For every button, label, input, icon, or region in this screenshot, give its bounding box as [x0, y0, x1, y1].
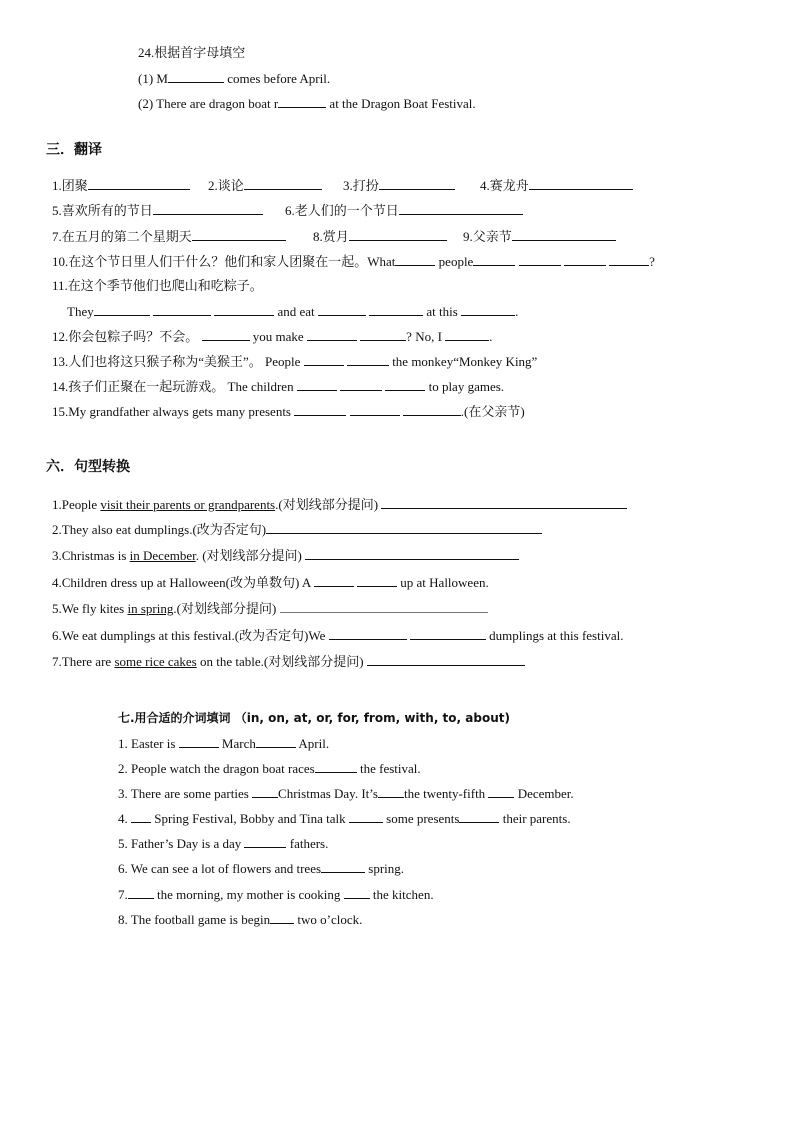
preposition-item-5: 5. Father’s Day is a day fathers.	[118, 836, 329, 851]
blank[interactable]	[256, 735, 296, 748]
translation-item-5: 5.喜欢所有的节日	[52, 202, 263, 218]
blank[interactable]	[564, 253, 606, 266]
answer-line[interactable]	[367, 653, 525, 666]
blank[interactable]	[340, 378, 382, 391]
blank[interactable]	[168, 70, 224, 83]
answer-line[interactable]	[305, 547, 519, 560]
blank[interactable]	[321, 860, 365, 873]
blank[interactable]	[214, 303, 274, 316]
blank[interactable]	[473, 253, 515, 266]
preposition-item-1: 1. Easter is March April.	[118, 736, 330, 751]
blank[interactable]	[349, 810, 383, 823]
translation-item-6: 6.老人们的一个节日	[285, 202, 523, 218]
blank[interactable]	[270, 911, 294, 924]
translation-item-9: 9.父亲节	[463, 228, 616, 244]
blank[interactable]	[94, 303, 150, 316]
blank[interactable]	[461, 303, 515, 316]
blank[interactable]	[399, 202, 523, 215]
answer-line[interactable]	[381, 496, 627, 509]
blank[interactable]	[315, 760, 357, 773]
blank[interactable]	[318, 303, 366, 316]
blank[interactable]	[519, 253, 561, 266]
transform-item-4: 4.Children dress up at Halloween(改为单数句) A up at Halloween.	[52, 575, 489, 590]
translation-item-1: 1.团聚	[52, 177, 190, 193]
blank[interactable]	[294, 403, 346, 416]
answer-line[interactable]	[280, 600, 488, 613]
blank[interactable]	[379, 177, 455, 190]
blank[interactable]	[512, 228, 616, 241]
blank[interactable]	[395, 253, 435, 266]
q24-line-2: (2) There are dragon boat r at the Dragon Boat Festival.	[138, 96, 476, 111]
blank[interactable]	[344, 886, 370, 899]
translation-item-15: 15.My grandfather always gets many presents .(在父亲节)	[52, 404, 525, 419]
translation-item-4: 4.赛龙舟	[480, 177, 633, 193]
section-preposition-heading: 七.用合适的介词填词 （in, on, at, or, for, from, with, to, about)	[118, 711, 510, 725]
blank[interactable]	[529, 177, 633, 190]
blank[interactable]	[403, 403, 461, 416]
transform-item-5: 5.We fly kites in spring.(对划线部分提问)	[52, 600, 488, 616]
preposition-item-6: 6. We can see a lot of flowers and trees spring.	[118, 861, 405, 876]
translation-item-2: 2.谈论	[208, 177, 322, 193]
preposition-item-7: 7. the morning, my mother is cooking the kitchen.	[118, 887, 434, 902]
blank[interactable]	[153, 303, 211, 316]
blank[interactable]	[329, 627, 407, 640]
translation-item-14: 14.孩子们正聚在一起玩游戏。 The children to play games.	[52, 379, 505, 394]
translation-item-13: 13.人们也将这只猴子称为“美猴王”。 People the monkey“Monkey King”	[52, 354, 538, 369]
blank[interactable]	[369, 303, 423, 316]
blank[interactable]	[297, 378, 337, 391]
blank[interactable]	[378, 785, 404, 798]
blank[interactable]	[349, 228, 447, 241]
answer-line[interactable]	[266, 521, 542, 534]
blank[interactable]	[385, 378, 425, 391]
blank[interactable]	[445, 328, 489, 341]
blank[interactable]	[307, 328, 357, 341]
blank[interactable]	[488, 785, 514, 798]
blank[interactable]	[357, 574, 397, 587]
blank[interactable]	[459, 810, 499, 823]
blank[interactable]	[609, 253, 649, 266]
blank[interactable]	[244, 177, 322, 190]
preposition-item-2: 2. People watch the dragon boat races the festival.	[118, 761, 421, 776]
preposition-item-8: 8. The football game is begin two o’clock.	[118, 912, 363, 927]
transform-item-6: 6.We eat dumplings at this festival.(改为否定句)We dumplings at this festival.	[52, 628, 624, 643]
translation-item-3: 3.打扮	[343, 177, 455, 193]
preposition-item-3: 3. There are some parties Christmas Day. It’s the twenty-fifth December.	[118, 786, 574, 801]
blank[interactable]	[278, 95, 326, 108]
translation-item-11-english: They and eat at this .	[67, 304, 519, 319]
q24-title: 24.根据首字母填空	[138, 45, 246, 60]
preposition-item-4: 4. Spring Festival, Bobby and Tina talk some presents their parents.	[118, 811, 571, 826]
blank[interactable]	[131, 810, 151, 823]
blank[interactable]	[252, 785, 278, 798]
transform-item-3: 3.Christmas is in December. (对划线部分提问)	[52, 547, 519, 563]
transform-item-7: 7.There are some rice cakes on the table.(对划线部分提问)	[52, 653, 525, 669]
blank[interactable]	[179, 735, 219, 748]
section-transform-heading: 六．句型转换	[46, 459, 130, 475]
translation-item-11-chinese: 11.在这个季节他们也爬山和吃粽子。	[52, 278, 263, 293]
translation-item-8: 8.赏月	[313, 228, 447, 244]
blank[interactable]	[304, 353, 344, 366]
blank[interactable]	[88, 177, 190, 190]
section-translation-heading: 三．翻译	[46, 142, 102, 158]
blank[interactable]	[350, 403, 400, 416]
translation-item-10: 10.在这个节日里人们干什么？他们和家人团聚在一起。What people ?	[52, 254, 655, 269]
translation-item-7: 7.在五月的第二个星期天	[52, 228, 286, 244]
blank[interactable]	[128, 886, 154, 899]
blank[interactable]	[153, 202, 263, 215]
transform-item-2: 2.They also eat dumplings.(改为否定句)	[52, 521, 542, 537]
q24-line-1: (1) M comes before April.	[138, 71, 331, 86]
blank[interactable]	[347, 353, 389, 366]
transform-item-1: 1.People visit their parents or grandparents.(对划线部分提问)	[52, 496, 627, 512]
blank[interactable]	[192, 228, 286, 241]
translation-item-12: 12.你会包粽子吗？不会。 you make ? No, I .	[52, 329, 493, 344]
blank[interactable]	[202, 328, 250, 341]
blank[interactable]	[360, 328, 406, 341]
blank[interactable]	[244, 835, 286, 848]
blank[interactable]	[314, 574, 354, 587]
blank[interactable]	[410, 627, 486, 640]
